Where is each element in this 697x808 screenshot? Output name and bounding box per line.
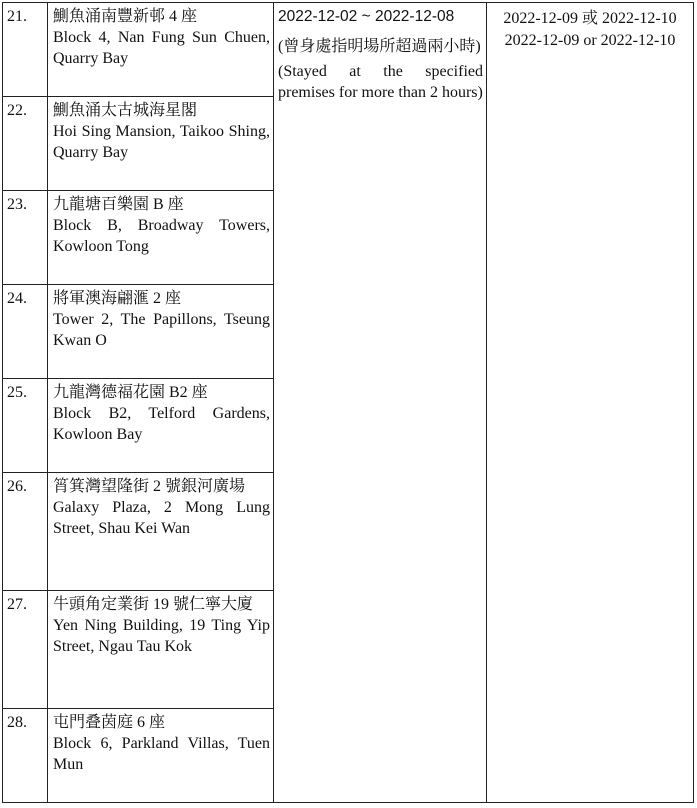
premises-name-en: Galaxy Plaza, 2 Mong Lung Street, Shau Kei Wan: [53, 499, 270, 537]
row-number: 26.: [3, 473, 48, 591]
premises-name-en: Block 4, Nan Fung Sun Chuen, Quarry Bay: [53, 29, 270, 67]
premises-cell: [48, 473, 274, 591]
premises-name-zh: 屯門叠茵庭 6 座: [53, 714, 166, 731]
visit-note-zh: (曾身處指明場所超過兩小時): [278, 38, 481, 55]
premises-name-en: Block 6, Parkland Villas, Tuen Mun: [53, 735, 270, 773]
visit-note-en: (Stayed at the specified premises for more than 2 hours): [278, 63, 483, 101]
premises-cell: [48, 97, 274, 191]
premises-cell: [48, 3, 274, 97]
premises-name-zh: 筲箕灣望隆街 2 號銀河廣場: [53, 478, 246, 495]
premises-name-en: Tower 2, The Papillons, Tseung Kwan O: [53, 311, 270, 349]
row-number: 22.: [3, 97, 48, 191]
premises-name-en: Block B2, Telford Gardens, Kowloon Bay: [53, 405, 270, 443]
premises-cell: [48, 591, 274, 709]
visit-date-cell: [274, 3, 487, 803]
premises-name-zh: 鰂魚涌南豐新邨 4 座: [53, 8, 198, 25]
premises-cell: [48, 191, 274, 285]
premises-cell: [48, 709, 274, 803]
specified-premises-table: [2, 2, 694, 803]
test-date-en: 2022-12-09 or 2022-12-10: [504, 32, 676, 49]
premises-name-zh: 牛頭角定業街 19 號仁寧大廈: [53, 596, 254, 613]
row-number: 24.: [3, 285, 48, 379]
premises-cell: [48, 379, 274, 473]
table-row: [3, 3, 694, 97]
premises-cell: [48, 285, 274, 379]
visit-date-range: 2022-12-02 ~ 2022-12-08: [278, 8, 455, 25]
row-number: 28.: [3, 709, 48, 803]
row-number: 23.: [3, 191, 48, 285]
premises-name-en: Hoi Sing Mansion, Taikoo Shing, Quarry Bay: [53, 123, 270, 161]
premises-name-en: Block B, Broadway Towers, Kowloon Tong: [53, 217, 270, 255]
test-date-zh: 2022-12-09 或 2022-12-10: [503, 10, 677, 27]
premises-name-zh: 將軍澳海翩滙 2 座: [53, 290, 182, 307]
row-number: 27.: [3, 591, 48, 709]
premises-name-zh: 九龍塘百樂園 B 座: [53, 196, 184, 213]
premises-name-en: Yen Ning Building, 19 Ting Yip Street, Ngau Tau Kok: [53, 617, 270, 655]
row-number: 21.: [3, 3, 48, 97]
premises-name-zh: 九龍灣德福花園 B2 座: [53, 384, 208, 401]
test-date-cell: [487, 3, 694, 803]
premises-name-zh: 鰂魚涌太古城海星閣: [53, 102, 198, 119]
row-number: 25.: [3, 379, 48, 473]
